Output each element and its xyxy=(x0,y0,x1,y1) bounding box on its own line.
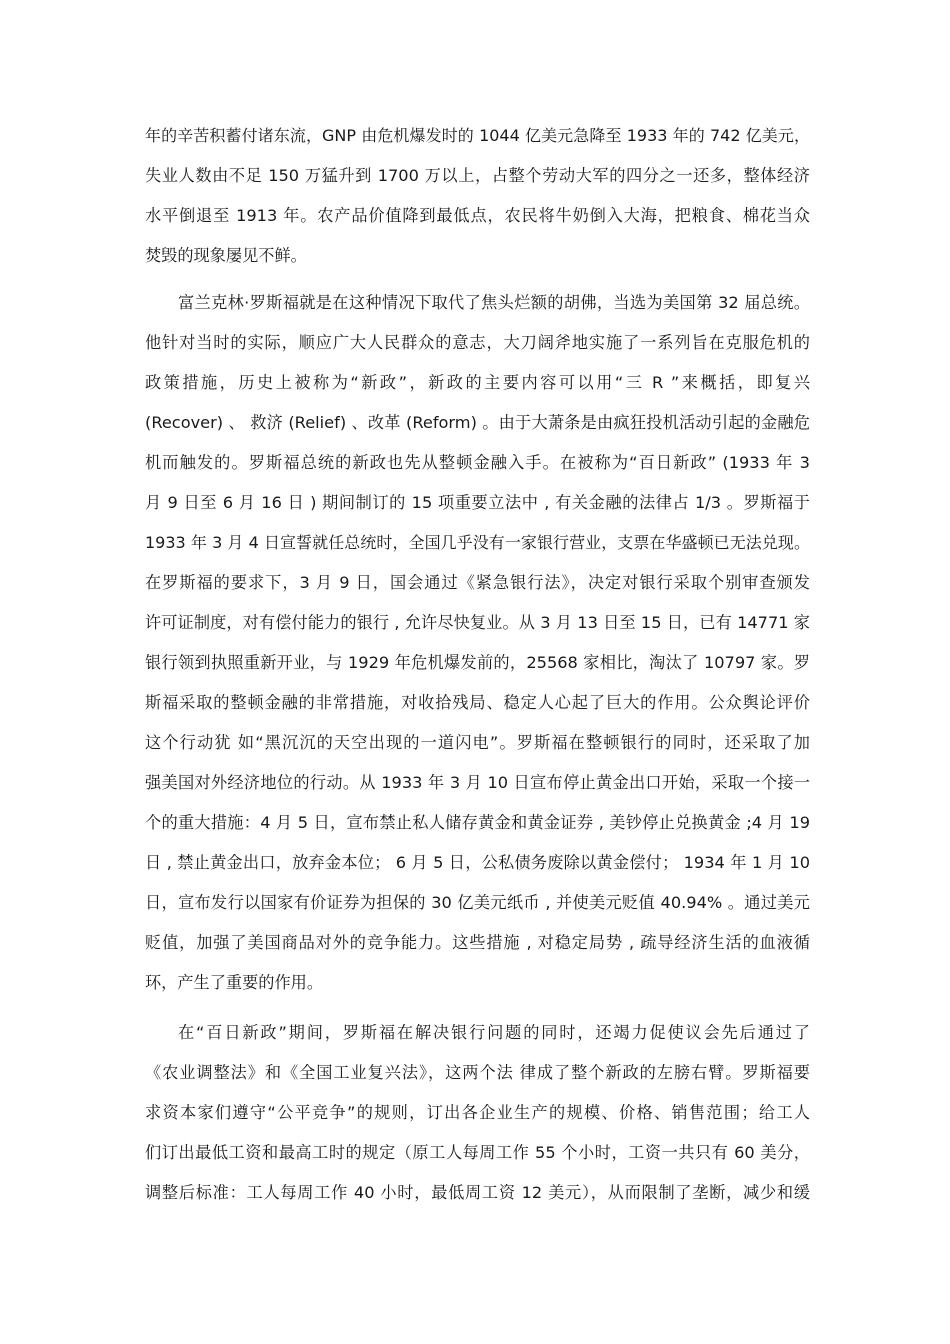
text-line: 政策措施，历史上被称为“新政”，新政的主要内容可以用“三 R ”来概括，即复兴 xyxy=(145,373,810,392)
text-line: 年的辛苦积蓄付诸东流，GNP 由危机爆发时的 1044 亿美元急降至 1933 年的 742 亿美元， xyxy=(145,126,810,145)
text-line: 银行领到执照重新开业，与 1929 年危机爆发前的，25568 家相比，淘汰了 10797 家。罗 xyxy=(145,653,810,672)
text-line: 许可证制度，对有偿付能力的银行 , 允许尽快复业。从 3 月 13 日至 15 日，已有 14771 家 xyxy=(145,613,810,632)
text-line: 日，宣布发行以国家有价证券为担保的 30 亿美元纸币 , 并使美元贬值 40.94% 。通过美元 xyxy=(145,893,810,912)
text-line: 贬值，加强了美国商品对外的竞争能力。这些措施 , 对稳定局势 , 疏导经济生活的血液循 xyxy=(145,933,810,952)
text-line: 调整后标准：工人每周工作 40 小时，最低周工资 12 美元），从而限制了垄断，减少和缓 xyxy=(145,1183,810,1202)
text-line: 斯福采取的整顿金融的非常措施，对收拾残局、稳定人心起了巨大的作用。公众舆论评价 xyxy=(145,693,810,712)
text-line: 焚毁的现象屡见不鲜。 xyxy=(145,246,307,265)
text-line: 在罗斯福的要求下，3 月 9 日，国会通过《紧急银行法》，决定对银行采取个别审查颁发 xyxy=(145,573,810,592)
text-line: 这个行动犹 如“黑沉沉的天空出现的一道闪电”。罗斯福在整顿银行的同时，还采取了加 xyxy=(145,733,810,752)
text-line: 1933 年 3 月 4 日宣誓就任总统时，全国几乎没有一家银行营业，支票在华盛顿已无法兑现。 xyxy=(145,533,810,552)
text-line: (Recover) 、 救济 (Relief) 、改革 (Reform) 。由于大萧条是由疯狂投机活动引起的金融危 xyxy=(145,413,810,432)
text-line: 日 , 禁止黄金出口，放弃金本位； 6 月 5 日，公私债务废除以黄金偿付； 1934 年 1 月 10 xyxy=(145,853,810,872)
text-line: 机而触发的。罗斯福总统的新政也先从整顿金融入手。在被称为“百日新政” (1933 年 3 xyxy=(145,453,810,472)
text-line: 他针对当时的实际，顺应广大人民群众的意志，大刀阔斧地实施了一系列旨在克服危机的 xyxy=(145,333,810,352)
text-line: 《农业调整法》和《全国工业复兴法》，这两个法 律成了整个新政的左膀右臂。罗斯福要 xyxy=(145,1063,810,1082)
text-line: 个的重大措施：4 月 5 日，宣布禁止私人储存黄金和黄金证券 , 美钞停止兑换黄金 ;4 月 19 xyxy=(145,813,810,832)
text-line: 环，产生了重要的作用。 xyxy=(145,973,324,992)
text-line: 失业人数由不足 150 万猛升到 1700 万以上，占整个劳动大军的四分之一还多，整体经济 xyxy=(145,166,810,185)
text-line: 们订出最低工资和最高工时的规定（原工人每周工作 55 个小时，工资一共只有 60 美分， xyxy=(145,1143,810,1162)
text-line: 水平倒退至 1913 年。农产品价值降到最低点，农民将牛奶倒入大海，把粮食、棉花当众 xyxy=(145,206,810,225)
text-line: 在“百日新政”期间，罗斯福在解决银行问题的同时，还竭力促使议会先后通过了 xyxy=(178,1023,810,1042)
text-line: 强美国对外经济地位的行动。从 1933 年 3 月 10 日宣布停止黄金出口开始，采取一个接一 xyxy=(145,773,810,792)
text-line: 求资本家们遵守“公平竞争”的规则，订出各企业生产的规模、价格、销售范围；给工人 xyxy=(145,1103,810,1122)
text-line: 月 9 日至 6 月 16 日 ) 期间制订的 15 项重要立法中 , 有关金融的法律占 1/3 。罗斯福于 xyxy=(145,493,810,512)
text-line: 富兰克林·罗斯福就是在这种情况下取代了焦头烂额的胡佛，当选为美国第 32 届总统。 xyxy=(178,293,810,312)
